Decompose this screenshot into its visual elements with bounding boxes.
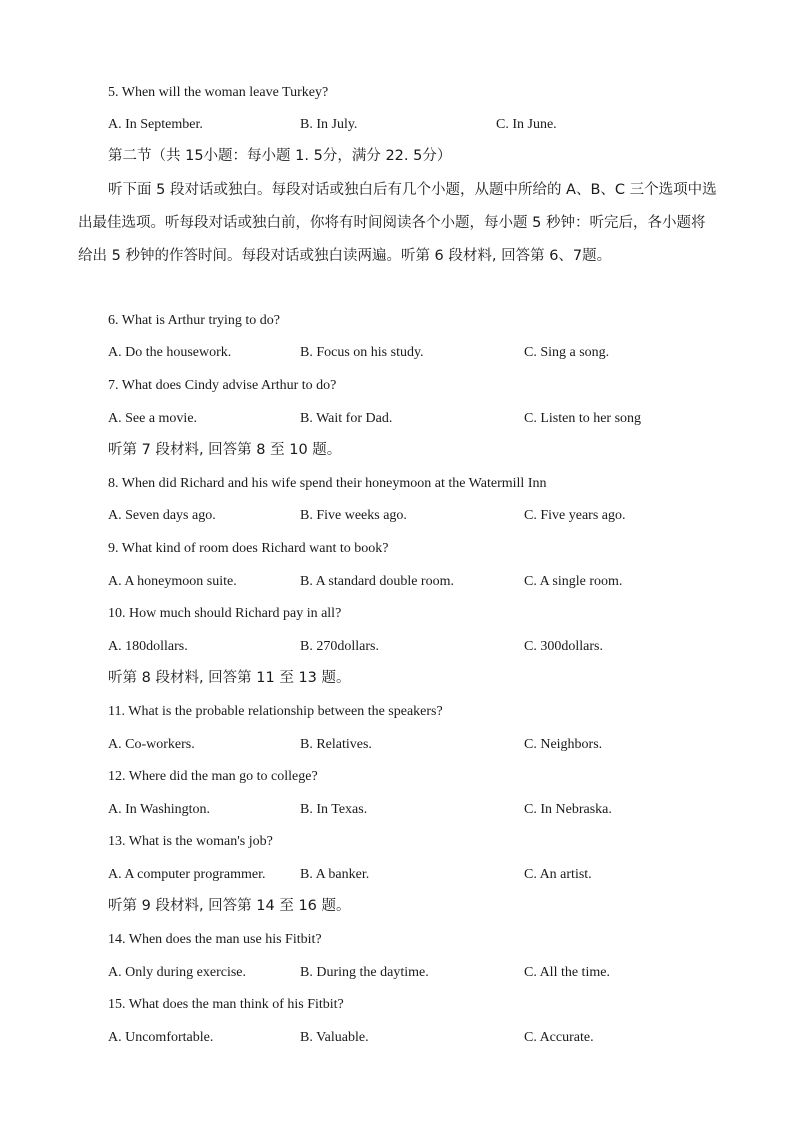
question-7-option-a: A. See a movie.	[108, 411, 198, 426]
question-5-option-c: C. In June.	[496, 117, 557, 132]
passage-9-header: 听第 9 段材料, 回答第 14 至 16 题。	[108, 898, 351, 914]
question-7-option-c: C. Listen to her song	[524, 411, 642, 426]
question-12-option-b: B. In Texas.	[300, 802, 368, 817]
question-8-option-c: C. Five years ago.	[524, 508, 626, 523]
question-15-option-c: C. Accurate.	[524, 1030, 594, 1045]
question-11-option-b: B. Relatives.	[300, 737, 372, 752]
question-8-option-a: A. Seven days ago.	[108, 508, 216, 523]
question-14-option-c: C. All the time.	[524, 965, 610, 980]
question-12-option-c: C. In Nebraska.	[524, 802, 612, 817]
question-14: 14. When does the man use his Fitbit?	[108, 932, 322, 947]
question-6-option-b: B. Focus on his study.	[300, 345, 424, 360]
question-13: 13. What is the woman's job?	[108, 834, 273, 849]
question-12-option-a: A. In Washington.	[108, 802, 211, 817]
question-15-option-b: B. Valuable.	[300, 1030, 369, 1045]
question-9-option-a: A. A honeymoon suite.	[108, 574, 237, 589]
question-6: 6. What is Arthur trying to do?	[108, 313, 280, 328]
question-6-option-a: A. Do the housework.	[108, 345, 232, 360]
question-5-option-b: B. In July.	[300, 117, 358, 132]
question-10: 10. How much should Richard pay in all?	[108, 606, 342, 621]
question-6-option-c: C. Sing a song.	[524, 345, 610, 360]
question-13-option-a: A. A computer programmer.	[108, 867, 266, 882]
question-13-option-b: B. A banker.	[300, 867, 370, 882]
question-10-option-b: B. 270dollars.	[300, 639, 379, 654]
question-10-option-a: A. 180dollars.	[108, 639, 188, 654]
question-15: 15. What does the man think of his Fitbit?	[108, 997, 344, 1012]
passage-7-header: 听第 7 段材料, 回答第 8 至 10 题。	[108, 442, 342, 458]
passage-8-header: 听第 8 段材料, 回答第 11 至 13 题。	[108, 670, 351, 686]
question-11: 11. What is the probable relationship between the speakers?	[108, 704, 443, 719]
question-13-option-c: C. An artist.	[524, 867, 592, 882]
question-5-option-a: A. In September.	[108, 117, 203, 132]
question-9-option-b: B. A standard double room.	[300, 574, 454, 589]
question-11-option-c: C. Neighbors.	[524, 737, 603, 752]
question-14-option-b: B. During the daytime.	[300, 965, 429, 980]
question-5: 5. When will the woman leave Turkey?	[108, 85, 329, 100]
question-9: 9. What kind of room does Richard want to book?	[108, 541, 389, 556]
question-8: 8. When did Richard and his wife spend their honeymoon at the Watermill Inn	[108, 476, 547, 491]
question-14-option-a: A. Only during exercise.	[108, 965, 247, 980]
question-7-option-b: B. Wait for Dad.	[300, 411, 393, 426]
question-15-option-a: A. Uncomfortable.	[108, 1030, 214, 1045]
question-7: 7. What does Cindy advise Arthur to do?	[108, 378, 337, 393]
section-2-heading: 第二节（共 15小题：每小题 1. 5分，满分 22. 5分）	[108, 148, 452, 164]
question-11-option-a: A. Co-workers.	[108, 737, 195, 752]
question-12: 12. Where did the man go to college?	[108, 769, 318, 784]
question-10-option-c: C. 300dollars.	[524, 639, 603, 654]
question-9-option-c: C. A single room.	[524, 574, 623, 589]
question-8-option-b: B. Five weeks ago.	[300, 508, 407, 523]
section-2-instructions: 听下面 5 段对话或独白。每段对话或独白后有几个小题，从题中所给的 A、B、C 三个选项中选出最佳选项。听每段对话或独白前，你将有时间阅读各个小题，每小题 5 秒钟：听完后，各小题将给出 5 秒钟的作答时间。每段对话或独白读两遍。听第 6 段材料, 回答第 6、7题。	[78, 182, 717, 264]
